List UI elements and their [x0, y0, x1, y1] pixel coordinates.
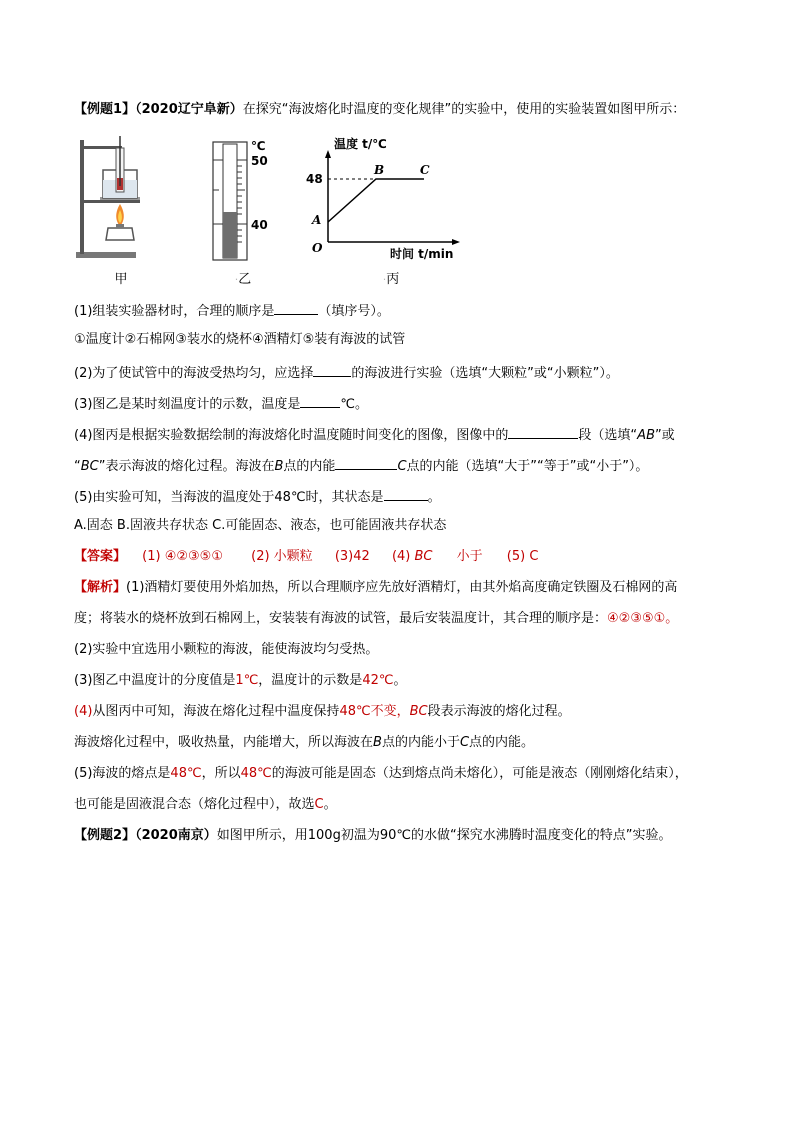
- graph-x-arrow: [452, 239, 460, 245]
- answer-1: (1) ④②③⑤①: [142, 549, 223, 564]
- answer-3: (3)42: [334, 549, 370, 564]
- graph-y-arrow: [325, 150, 331, 158]
- example1-tag: 例题1: [87, 102, 123, 117]
- apparatus-figure: [72, 134, 162, 260]
- question-4-line2: “BC”表示海波的熔化过程。海波在B点的内能 C点的内能（选填“大于”“等于”或“小于”）。: [74, 455, 734, 476]
- question-5-options: A.固态 B.固液共存状态 C.可能固态、液态，也可能固液共存状态: [74, 518, 447, 533]
- alcohol-lamp: [106, 228, 134, 240]
- question-3: (3)图乙是某时刻温度计的示数，温度是 ℃。: [74, 393, 734, 414]
- question-2: (2)为了使试管中的海波受热均匀，应选择 的海波进行实验（选填“大颗粒”或“小颗粒”）。: [74, 362, 734, 383]
- graph-point-c: C: [420, 163, 430, 177]
- thermometer-liquid: [223, 212, 237, 258]
- graph-origin: O: [312, 241, 323, 255]
- example1-text: 在探究“海波熔化时温度的变化规律”的实验中，使用的实验装置如图甲所示：: [242, 102, 686, 117]
- answer-blank-1[interactable]: [274, 300, 318, 315]
- answer-blank-5[interactable]: [384, 486, 428, 501]
- figure-label-bing: ·丙: [382, 272, 400, 287]
- answer-line: 【答案】 (1) ④②③⑤① (2) 小颗粒 (3)42 (4) BC 小于 (5) C: [74, 549, 539, 564]
- thermometer-unit: ℃: [251, 140, 266, 153]
- answer-label: 【答案】: [74, 549, 127, 564]
- example2-bracket-close: 】: [122, 828, 136, 843]
- graph-point-a: A: [312, 213, 322, 227]
- analysis-line4: (3)图乙中温度计的分度值是1℃，温度计的示数是42℃。: [74, 673, 407, 688]
- analysis-line6: 海波熔化过程中，吸收热量，内能增大，所以海波在B点的内能小于C点的内能。: [74, 735, 535, 750]
- answer-blank-3[interactable]: [300, 393, 340, 408]
- answer-2: (2) 小颗粒: [251, 549, 313, 564]
- answer-blank-2[interactable]: [313, 362, 351, 377]
- thermometer-tick-40: 40: [251, 218, 268, 232]
- example1-bracket-close: 】: [122, 102, 136, 117]
- thermometer-tick-50: 50: [251, 154, 268, 168]
- analysis-line5: (4)从图丙中可知，海波在熔化过程中温度保持48℃不变，BC段表示海波的熔化过程。: [74, 704, 571, 719]
- example1-heading: [74, 101, 734, 119]
- stand-base: [76, 252, 136, 258]
- answer-4b: 小于: [456, 549, 483, 564]
- answer-blank-4a[interactable]: [508, 424, 578, 439]
- graph-curve: [328, 179, 424, 222]
- lamp-wick: [116, 224, 124, 228]
- analysis-line3: (2)实验中宜选用小颗粒的海波，能使海波均匀受热。: [74, 642, 379, 657]
- graph-y-label: 温度 t/℃: [334, 137, 387, 151]
- answer-5: (5) C: [506, 549, 539, 564]
- example2-heading: [74, 827, 734, 845]
- example2-tag: 例题2: [87, 828, 123, 843]
- iron-ring: [80, 200, 140, 203]
- thermometer-figure: [205, 140, 277, 266]
- answer-blank-4b[interactable]: [335, 455, 397, 470]
- example2-text: 如图甲所示，用100g初温为90℃的水做“探究水沸腾时温度变化的特点”实验。: [216, 828, 672, 843]
- figure-label-yi: ·乙: [234, 272, 252, 287]
- analysis-label: 【解析】: [74, 580, 127, 595]
- temperature-time-graph: [300, 134, 464, 264]
- question-1-options: ①温度计②石棉网③装水的烧杯④酒精灯⑤装有海波的试管: [74, 332, 406, 347]
- answer-4: (4): [391, 549, 411, 564]
- example2-source: （2020南京）: [135, 828, 217, 843]
- question-5: (5)由实验可知，当海波的温度处于48℃时，其状态是 。: [74, 486, 734, 507]
- figure-label-jia: 甲: [114, 272, 128, 287]
- graph-x-label: 时间 t/min: [390, 247, 454, 261]
- analysis-line7: (5)海波的熔点是48℃，所以48℃的海波可能是固态（达到熔点尚未熔化），可能是液态（刚刚熔化结束），: [74, 766, 688, 781]
- question-1: (1)组装实验器材时，合理的顺序是 （填序号）。: [74, 300, 734, 321]
- analysis-line1: 【解析】(1)酒精灯要使用外焰加热，所以合理顺序应先放好酒精灯，由其外焰高度确定铁圈及石棉网的高: [74, 580, 678, 595]
- question-4-line1: (4)图丙是根据实验数据绘制的海波熔化时温度随时间变化的图像，图像中的 段（选填“AB”或: [74, 424, 734, 445]
- example1-source: （2020辽宁阜新）: [135, 102, 243, 117]
- example1-bracket-open: 【: [74, 102, 88, 117]
- graph-point-b: B: [374, 163, 385, 177]
- analysis-line2: 度；将装水的烧杯放到石棉网上，安装装有海波的试管，最后安装温度计，其合理的顺序是：④②③⑤①。: [74, 611, 679, 626]
- example2-bracket-open: 【: [74, 828, 88, 843]
- graph-tick-48: 48: [306, 172, 323, 186]
- analysis-line8: 也可能是固液混合态（熔化过程中），故选C。: [74, 797, 337, 812]
- stand-rod: [80, 140, 84, 254]
